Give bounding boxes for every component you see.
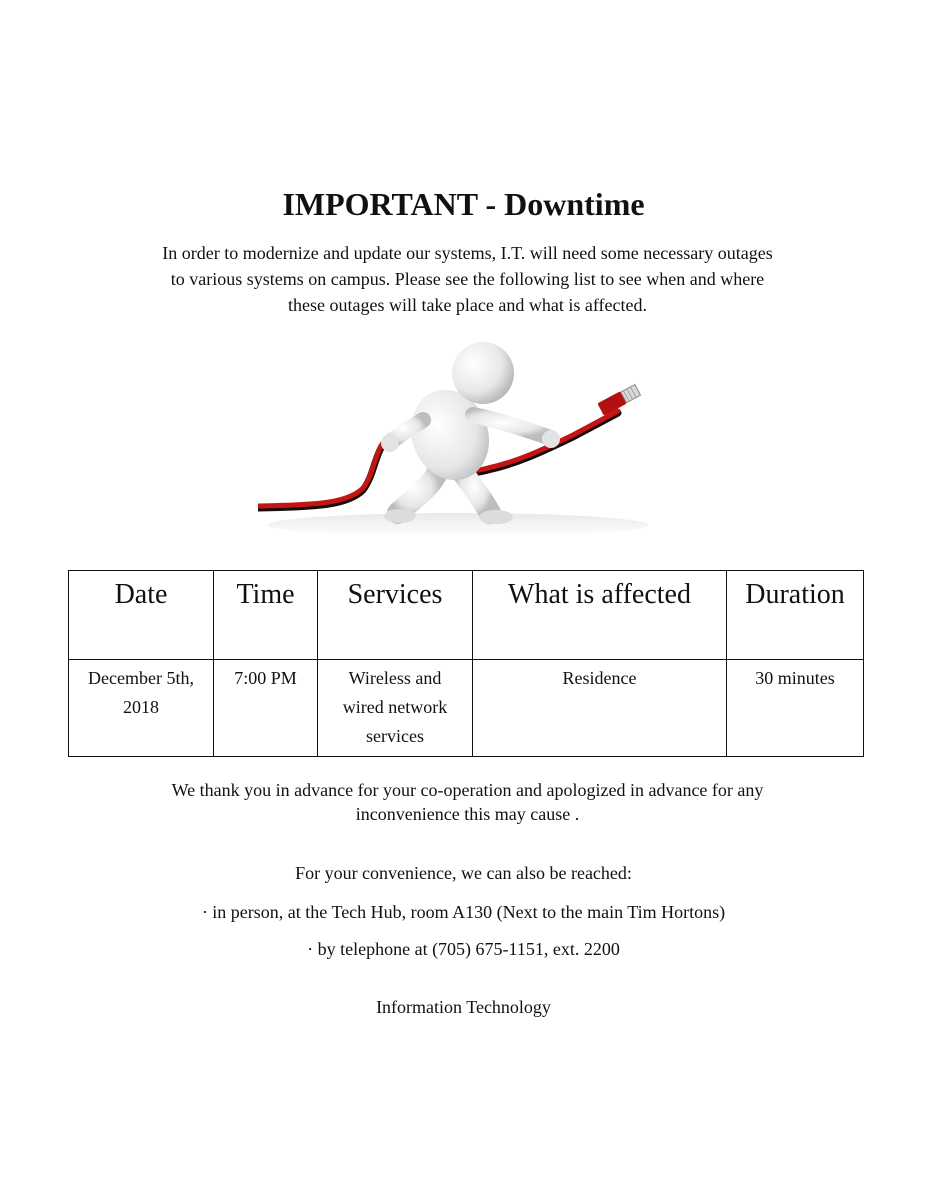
cell-date-line: 2018 [123,697,159,717]
intro-line: In order to modernize and update our systems, I.T. will need some necessary outages [162,243,773,263]
signature: Information Technology [376,997,551,1017]
closing-line: We thank you in advance for your co-operation and apologized in advance for any [171,780,764,800]
intro-paragraph [100,240,835,318]
column-header-duration: Duration [727,571,864,660]
intro-line: to various systems on campus. Please see the following list to see when and where [170,269,765,289]
cell-duration: 30 minutes [727,660,864,757]
column-header-date: Date [69,571,214,660]
notice-title: IMPORTANT - Downtime [282,186,645,222]
cell-services-line: wired network [342,697,448,717]
cell-services-line: Wireless and [348,668,442,688]
closing-line: inconvenience this may cause . [355,804,580,824]
floor-shadow [268,513,648,537]
column-header-services: Services [318,571,473,660]
contact-telephone: · by telephone at (705) 675-1151, ext. 2200 [307,939,620,959]
contact-intro: For your convenience, we can also be reached: [295,863,632,883]
contact-in-person: · in person, at the Tech Hub, room A130 (Next to the main Tim Hortons) [201,902,726,922]
closing-paragraph [90,778,845,826]
figure-pulling-cable-illustration [258,325,648,540]
cell-services-line: services [366,726,424,746]
column-header-time: Time [214,571,318,660]
cell-date [69,660,214,757]
column-header-affected: What is affected [473,571,727,660]
cell-services [318,660,473,757]
cell-time: 7:00 PM [214,660,318,757]
table-header-row [69,571,864,660]
cell-affected: Residence [473,660,727,757]
intro-line: these outages will take place and what is affected. [287,295,648,315]
outage-schedule-table [68,570,864,757]
cell-date-line: December 5th, [88,668,194,688]
table-row [69,660,864,757]
